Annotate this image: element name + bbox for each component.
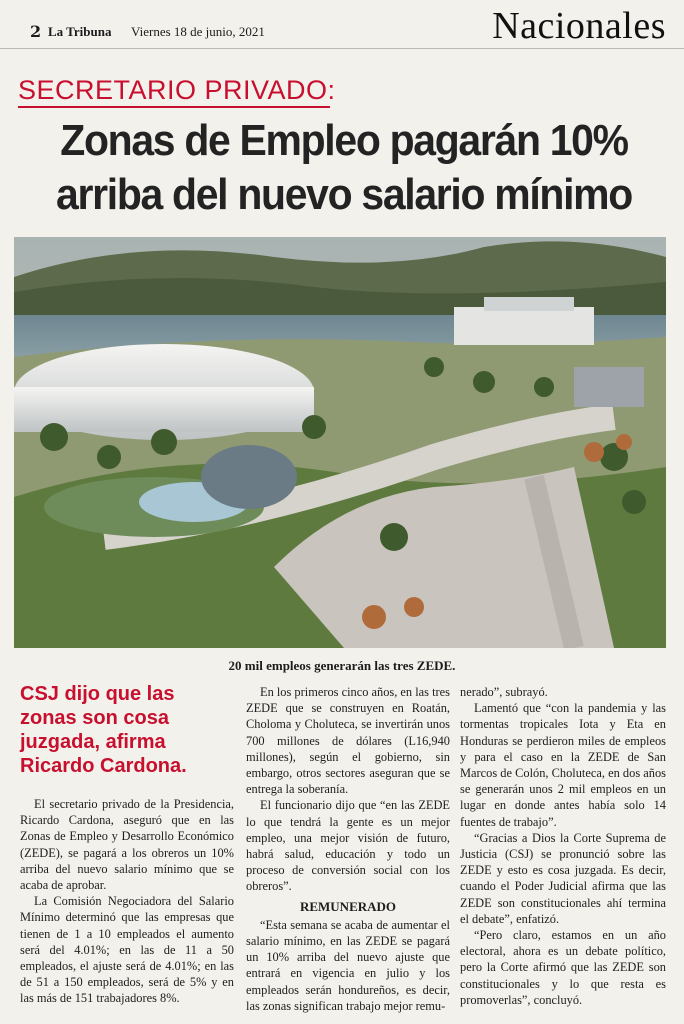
article-kicker: SECRETARIO PRIVADO:: [18, 75, 336, 105]
section-title: Nacionales: [492, 5, 666, 47]
paragraph: Lamentó que “con la pandemia y las tormentas tropicales Iota y Eta en Honduras se perdieron miles de empleos y para el caso en la ZEDE de San Marcos de Colón, Choluteca, en dos años se generarán unos 2 mil empleos en un lugar en donde antes había solo 14 fuentes de trabajo”.: [460, 701, 666, 829]
paragraph: “Esta semana se acaba de aumentar el salario mínimo, en las ZEDE se pagará un 10% arriba del nuevo ajuste que entrará en vigencia en julio y los empleados serán hondureños, es decir, las zonas significan trabajo mejor remu-: [246, 917, 450, 1013]
article-photo: [14, 237, 666, 648]
article-column-1: [20, 796, 234, 1007]
subheading: REMUNERADO: [299, 898, 397, 914]
paper-name: La Tribuna: [48, 24, 112, 39]
paragraph: En los primeros cinco años, en las tres ZEDE que se construyen en Roatán, Choloma y Choluteca, se invertirán unos 700 millones de dólares (L16,940 millones), según el gobierno, sin embargo, otros sectores aseguran que se entrega la soberanía.: [246, 685, 450, 797]
issue-date: Viernes 18 de junio, 2021: [131, 24, 265, 39]
paragraph: La Comisión Negociadora del Salario Mínimo determinó que las empresas que tienen de 1 a 10 empleados el aumento será del 4.01%; en las de 11 a 50 empleados, el ajuste será de 4.01%; en las de 51 a 150 empleados, será de 5% y en las más de 151 trabajadores 8%.: [20, 894, 234, 1006]
sidebar-highlight: CSJ dijo que las zonas son cosa juzgada, afirma Ricardo Cardona.: [20, 683, 187, 777]
paragraph: El secretario privado de la Presidencia, Ricardo Cardona, aseguró que en las Zonas de Empleo y Desarrollo Económico (ZEDE), se pagará a los obreros un 10% arriba del nuevo salario mínimo que se acaba de aprobar.: [20, 797, 234, 893]
article-headline: Zonas de Empleo pagarán 10% arriba del nuevo salario mínimo: [56, 116, 632, 219]
page-number: 2: [30, 22, 42, 41]
kicker-underline: [18, 106, 330, 108]
paragraph: El funcionario dijo que “en las ZEDE lo que tendrá la gente es un mejor empleo, una mejor visión de futuro, habrá salud, educación y todo un proceso de conversión social con los obreros”.: [246, 798, 450, 894]
photo-caption: 20 mil empleos generarán las tres ZEDE.: [228, 658, 456, 673]
article-column-2: [246, 684, 450, 1014]
paragraph: “Gracias a Dios la Corte Suprema de Justicia (CSJ) se pronunció sobre las ZEDE y esto es cosa juzgada. Es decir, cuando el Poder Judicial afirma que las ZEDE son constitucionales ahí termina el debate”, enfatizó.: [460, 830, 666, 926]
article-column-3: [460, 684, 666, 1008]
page-header: [0, 0, 684, 49]
paragraph: nerado”, subrayó.: [460, 685, 548, 699]
paragraph: “Pero claro, estamos en un año electoral, ahora es un debate político, pero la Corte afirmó que las ZEDE son constitucionales y lo que resta es promoverlas”, concluyó.: [460, 928, 666, 1007]
